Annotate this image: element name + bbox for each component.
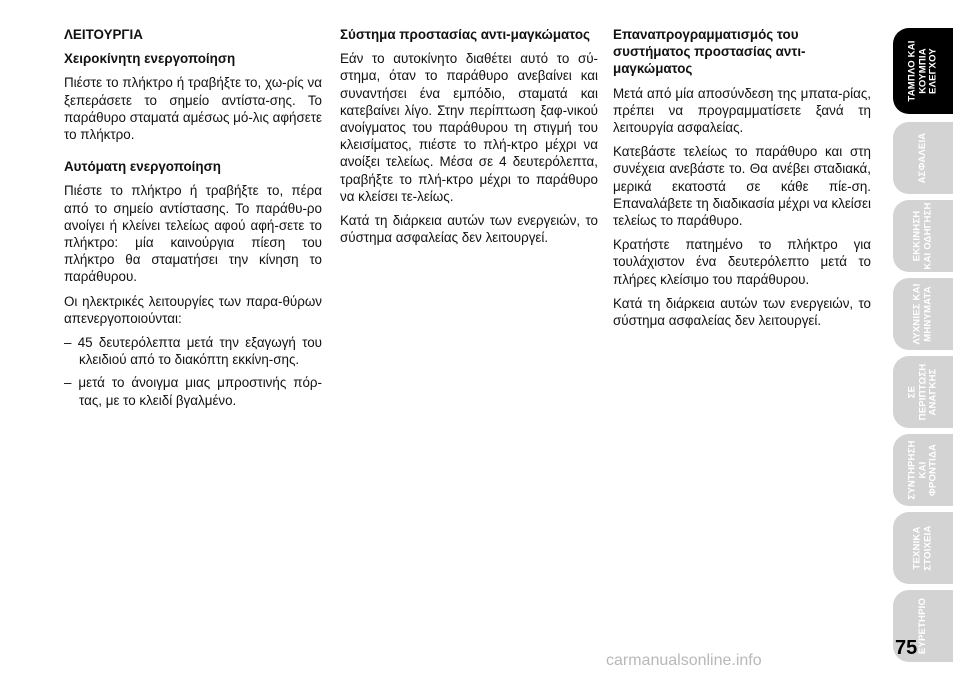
- subheading-automatic-activation: Αυτόματη ενεργοποίηση: [64, 159, 221, 175]
- paragraph-reprogramming-3: Κρατήστε πατημένο το πλήκτρο για τουλάχιστον ένα δευτερόλεπτο μετά το πλήρες κλείσιμο του παράθυρου.: [613, 237, 871, 287]
- paragraph-manual-activation: Πιέστε το πλήκτρο ή τραβήξτε το, χω-ρίς να ξεπεράσετε το σημείο αντίστα-σης. Το παράθυρο σταματά αμέσως μό-λις αφήσετε το πλήκτρο.: [64, 75, 322, 143]
- tab-dashboard-controls[interactable]: ΤΑΜΠΛΟ ΚΑΙ ΚΟΥΜΠΙΑ ΕΛΕΓΧΟΥ: [893, 28, 953, 114]
- paragraph-disabled-intro: Οι ηλεκτρικές λειτουργίες των παρα-θύρων απενεργοποιούνται:: [64, 293, 322, 326]
- paragraph-reprogramming-2: Κατεβάστε τελείως το παράθυρο και στη συνέχεια ανεβάστε το. Θα ανέβει σταδιακά, μερικά εκατοστά σε κάθε πίε-ση. Επαναλάβετε τη διαδικασία μέχρι να κλείσει τελείως το παράθυρο.: [613, 144, 871, 229]
- column-2: [340, 26, 598, 253]
- tab-technical-data[interactable]: ΤΕΧΝΙΚΑ ΣΤΟΙΧΕΙΑ: [893, 512, 953, 584]
- paragraph-reprogramming-4: Κατά τη διάρκεια αυτών των ενεργειών, το σύστημα ασφαλείας δεν λειτουργεί.: [613, 295, 871, 329]
- tab-starting-driving[interactable]: ΕΚΚΙΝΗΣΗ ΚΑΙ ΟΔΗΓΗΣΗ: [893, 200, 953, 272]
- tab-emergency[interactable]: ΣΕ ΠΕΡΙΠΤΩΣΗ ΑΝΑΓΚΗΣ: [893, 356, 953, 428]
- paragraph-anti-pinch: Εάν το αυτοκίνητο διαθέτει αυτό το σύ-στημα, όταν το παράθυρο ανεβαίνει και συναντήσει ένα εμπόδιο, σταματά και κατεβαίνει λίγο. Στην περίπτωση ξαφ-νικού ανοίγματος του παράθυρου τη στιγμή του κλεισίματος, πιέστε το πλή-κτρο μέχρι να ανοίξει τελείως. Μέσα σε 4 δευτερόλεπτα, τραβήξτε το πλή-κτρο μέχρι το παράθυρο να κλείσει τε-λείως.: [340, 51, 598, 204]
- column-3: [613, 26, 871, 336]
- column-1: [64, 26, 322, 416]
- tab-safety[interactable]: ΑΣΦΑΛΕΙΑ: [893, 122, 953, 194]
- tab-maintenance[interactable]: ΣΥΝΤΗΡΗΣΗ ΚΑΙ ΦΡΟΝΤΙΔΑ: [893, 434, 953, 506]
- tab-warning-lights[interactable]: ΛΥΧΝΙΕΣ ΚΑΙ ΜΗΝΥΜΑΤΑ: [893, 278, 953, 350]
- list-item: – 45 δευτερόλεπτα μετά την εξαγωγή του κλειδιού από το διακόπτη εκκίνη-σης.: [64, 335, 322, 368]
- list-item: – μετά το άνοιγμα μιας μπροστινής πόρ-τας, με το κλειδί βγαλμένο.: [64, 375, 322, 408]
- subheading-anti-pinch: Σύστημα προστασίας αντι-μαγκώματος: [340, 27, 591, 42]
- subheading-reprogramming: Επαναπρογραμματισμός του συστήματος προστασίας αντι-μαγκώματος: [613, 27, 806, 77]
- watermark: carmanualsonline.info: [606, 652, 762, 669]
- page-number: 75: [895, 637, 918, 659]
- paragraph-anti-pinch-note: Κατά τη διάρκεια αυτών των ενεργειών, το σύστημα ασφαλείας δεν λειτουργεί.: [340, 213, 598, 246]
- subheading-manual-activation: Χειροκίνητη ενεργοποίηση: [64, 51, 236, 67]
- section-heading-operation: ΛΕΙΤΟΥΡΓΙΑ: [64, 27, 143, 42]
- paragraph-reprogramming-1: Μετά από μία αποσύνδεση της μπατα-ρίας, πρέπει να προγραμματίσετε ξανά τη λειτουργία ασφαλείας.: [613, 85, 871, 136]
- disabled-conditions-list: [64, 334, 322, 409]
- paragraph-automatic-activation: Πιέστε το πλήκτρο ή τραβήξτε το, πέρα από το σημείο αντίστασης. Το παράθυ-ρο ανοίγει ή κλείνει τελείως αφού αφή-σετε το πλήκτρο: μία καινούργια πίεση του πλήκτρο θα σταματήσει την κίνηση το παράθυρου.: [64, 183, 322, 285]
- chapter-tabs: [893, 28, 960, 668]
- tab-index[interactable]: ΕΥΡΕΤΗΡΙΟ: [893, 590, 953, 662]
